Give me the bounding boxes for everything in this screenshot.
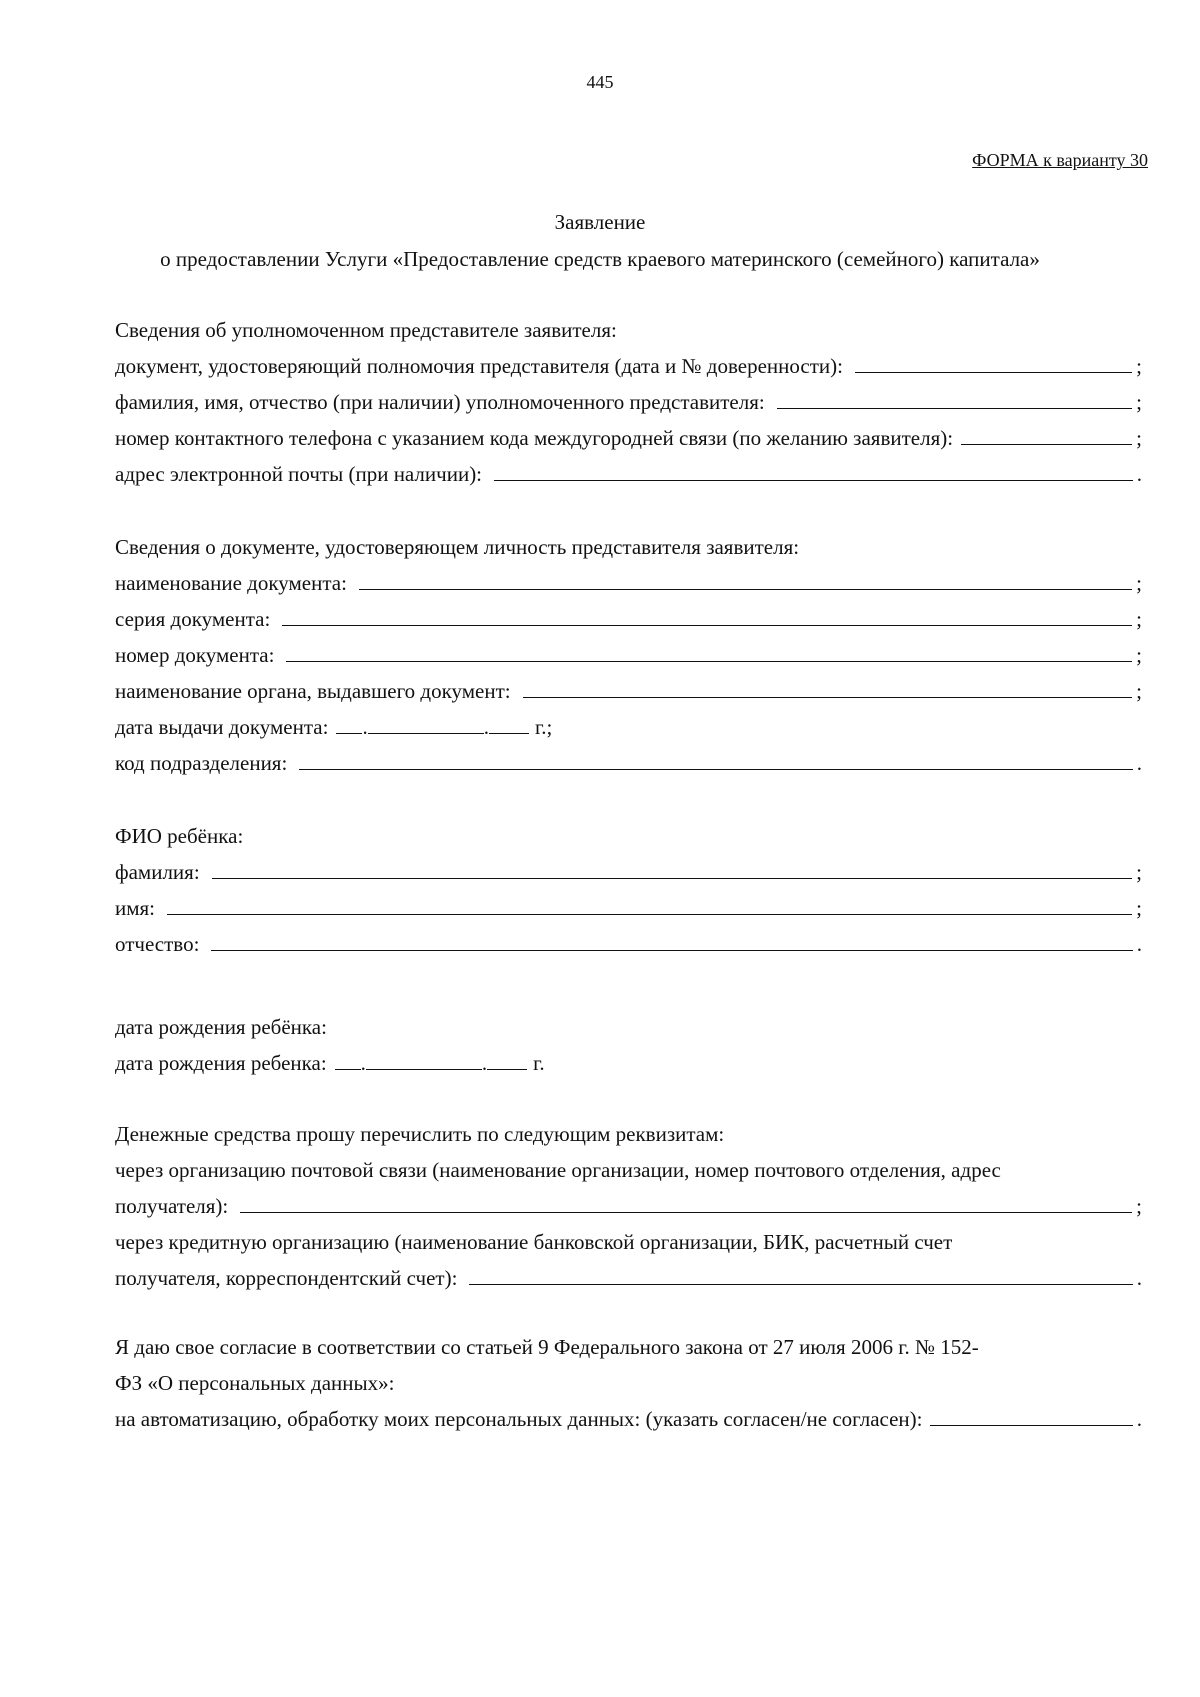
form-reference: ФОРМА к варианту 30 — [972, 150, 1148, 170]
form-row: номер документа: ; — [115, 631, 1142, 667]
bank-details-input-line[interactable] — [469, 1262, 1132, 1285]
form-row: документ, удостоверяющий полномочия представителя (дата и № доверенности): ; — [115, 342, 1142, 378]
form-row: фамилия: ; — [115, 848, 1142, 884]
field-label: наименование органа, выдавшего документ: — [115, 679, 511, 703]
payment-section — [115, 1110, 1142, 1290]
postal-option-text: через организацию почтовой связи (наименование организации, номер почтового отделения, адрес — [115, 1158, 1001, 1182]
birth-year-input-line[interactable] — [487, 1047, 527, 1070]
field-label: номер документа: — [115, 643, 275, 667]
issuing-authority-input-line[interactable] — [523, 675, 1133, 698]
representative-section — [115, 306, 1142, 486]
form-row: получателя, корреспондентский счет): . — [115, 1254, 1142, 1290]
section-heading: ФИО ребёнка: — [115, 824, 244, 848]
identity-document-section — [115, 523, 1142, 775]
email-input-line[interactable] — [494, 458, 1133, 481]
field-label: фамилия: — [115, 860, 200, 884]
consent-section — [115, 1323, 1142, 1431]
rep-fullname-input-line[interactable] — [777, 386, 1132, 409]
section-heading: Сведения о документе, удостоверяющем личность представителя заявителя: — [115, 535, 800, 559]
form-row: фамилия, имя, отчество (при наличии) уполномоченного представителя: ; — [115, 378, 1142, 414]
postal-details-input-line[interactable] — [240, 1190, 1132, 1213]
field-label: адрес электронной почты (при наличии): — [115, 462, 483, 486]
document-series-input-line[interactable] — [282, 603, 1132, 626]
form-row: дата выдачи документа: . . г.; — [115, 703, 1142, 739]
page-number: 445 — [586, 72, 614, 92]
form-row: имя: ; — [115, 884, 1142, 920]
issue-day-input-line[interactable] — [336, 711, 362, 734]
birth-month-input-line[interactable] — [366, 1047, 482, 1070]
field-label: на автоматизацию, обработку моих персональных данных: (указать согласен/не согласен): — [115, 1407, 923, 1431]
child-patronymic-input-line[interactable] — [211, 928, 1132, 951]
form-row: код подразделения: . — [115, 739, 1142, 775]
field-label: дата выдачи документа: — [115, 715, 329, 739]
consent-text: ФЗ «О персональных данных»: — [115, 1371, 395, 1395]
poa-input-line[interactable] — [855, 350, 1132, 373]
issue-year-input-line[interactable] — [489, 711, 529, 734]
field-label: фамилия, имя, отчество (при наличии) уполномоченного представителя: — [115, 390, 765, 414]
consent-input-line[interactable] — [930, 1403, 1132, 1426]
field-label: документ, удостоверяющий полномочия представителя (дата и № доверенности): — [115, 354, 843, 378]
form-row: на автоматизацию, обработку моих персональных данных: (указать согласен/не согласен): . — [115, 1395, 1142, 1431]
field-label: отчество: — [115, 932, 200, 956]
child-surname-input-line[interactable] — [212, 856, 1132, 879]
field-label: имя: — [115, 896, 156, 920]
field-label: получателя): — [115, 1194, 229, 1218]
form-row: наименование органа, выдавшего документ: ; — [115, 667, 1142, 703]
birth-day-input-line[interactable] — [335, 1047, 361, 1070]
division-code-input-line[interactable] — [299, 747, 1132, 770]
phone-input-line[interactable] — [961, 422, 1132, 445]
child-name-section — [115, 812, 1142, 956]
field-label: код подразделения: — [115, 751, 288, 775]
field-label: номер контактного телефона с указанием кода междугородней связи (по желанию заявителя): — [115, 426, 954, 450]
form-row: номер контактного телефона с указанием кода междугородней связи (по желанию заявителя): ; — [115, 414, 1142, 450]
issue-month-input-line[interactable] — [368, 711, 484, 734]
form-row: адрес электронной почты (при наличии): . — [115, 450, 1142, 486]
document-title: Заявление — [554, 210, 646, 234]
form-row: отчество: . — [115, 920, 1142, 956]
field-label: наименование документа: — [115, 571, 347, 595]
section-heading: Сведения об уполномоченном представителе заявителя: — [115, 318, 617, 342]
document-subtitle: о предоставлении Услуги «Предоставление средств краевого материнского (семейного) капитала» — [160, 247, 1040, 271]
field-label: серия документа: — [115, 607, 271, 631]
form-row: наименование документа: ; — [115, 559, 1142, 595]
consent-text: Я даю свое согласие в соответствии со статьей 9 Федерального закона от 27 июля 2006 г. № 152- — [115, 1335, 979, 1359]
child-firstname-input-line[interactable] — [167, 892, 1132, 915]
section-heading: дата рождения ребёнка: — [115, 1015, 327, 1039]
field-label: дата рождения ребенка: — [115, 1051, 327, 1075]
section-heading: Денежные средства прошу перечислить по следующим реквизитам: — [115, 1122, 725, 1146]
form-row: серия документа: ; — [115, 595, 1142, 631]
form-row: дата рождения ребенка: . . г. — [115, 1039, 1142, 1075]
field-label: получателя, корреспондентский счет): — [115, 1266, 458, 1290]
bank-option-text: через кредитную организацию (наименование банковской организации, БИК, расчетный счет — [115, 1230, 953, 1254]
child-birth-section — [115, 1003, 1142, 1075]
document-name-input-line[interactable] — [359, 567, 1132, 590]
form-row: получателя): ; — [115, 1182, 1142, 1218]
document-number-input-line[interactable] — [286, 639, 1132, 662]
